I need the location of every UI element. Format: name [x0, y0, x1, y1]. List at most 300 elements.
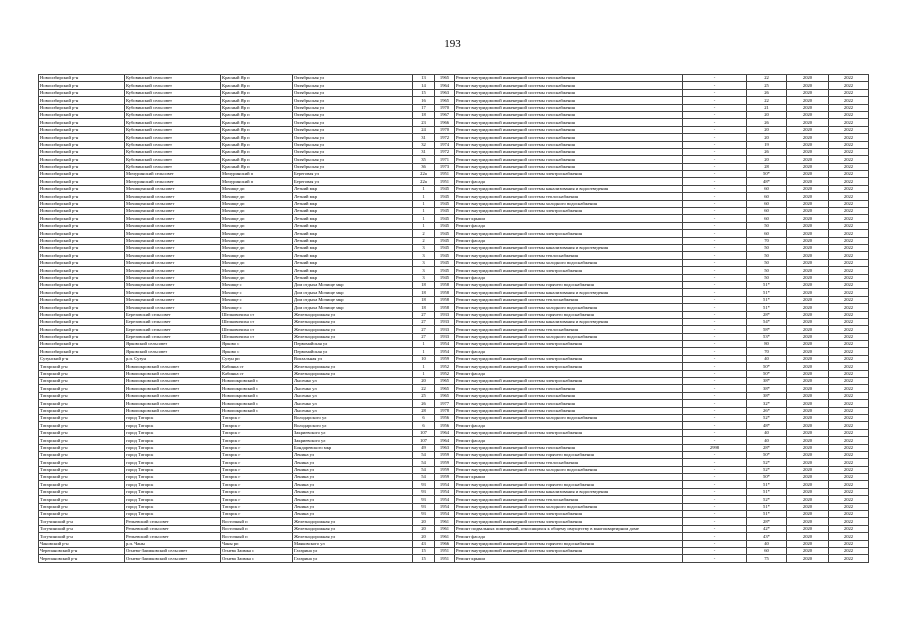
value-cell: 51* — [747, 481, 787, 488]
locality-cell: Мочище дп — [221, 237, 293, 244]
street-cell: Лысенко ул — [293, 378, 413, 385]
district-cell: Татарский р-н — [39, 481, 125, 488]
start-year-cell: 2020 — [787, 230, 829, 237]
street-cell: Вокзальная ул — [293, 355, 413, 362]
cost-cell: - — [683, 148, 747, 155]
build-year-cell: 1945 — [435, 252, 455, 259]
locality-cell: Татарск г — [221, 459, 293, 466]
street-cell: Октябрьская ул — [293, 126, 413, 133]
cost-cell: - — [683, 134, 747, 141]
work-type-cell: Ремонт внутридомовой инженерной системы канализования и водоотведения — [455, 289, 683, 296]
table-row — [39, 318, 869, 325]
start-year-cell: 2020 — [787, 126, 829, 133]
street-cell: Октябрьская ул — [293, 141, 413, 148]
build-year-cell: 1965 — [435, 75, 455, 82]
end-year-cell: 2022 — [829, 259, 869, 266]
value-cell: 51* — [747, 511, 787, 518]
end-year-cell: 2022 — [829, 230, 869, 237]
locality-cell: Чаны рп — [221, 540, 293, 547]
house-number-cell: 13 — [413, 75, 435, 82]
build-year-cell: 1945 — [435, 244, 455, 251]
work-type-cell: Ремонт внутридомовой инженерной системы газоснабжения — [455, 82, 683, 89]
start-year-cell: 2020 — [787, 414, 829, 421]
locality-cell: Красный Яр п — [221, 156, 293, 163]
cost-cell: - — [683, 333, 747, 340]
work-type-cell: Ремонт фасада — [455, 533, 683, 540]
start-year-cell: 2020 — [787, 156, 829, 163]
locality-cell: Мочище дп — [221, 200, 293, 207]
cost-cell: - — [683, 244, 747, 251]
build-year-cell: 1952 — [435, 363, 455, 370]
end-year-cell: 2022 — [829, 318, 869, 325]
build-year-cell: 1967 — [435, 111, 455, 118]
start-year-cell: 2020 — [787, 104, 829, 111]
table-row — [39, 200, 869, 207]
value-cell: 51* — [747, 289, 787, 296]
municipality-cell: Огнево-Заимковский сельсовет — [125, 548, 221, 555]
table-row — [39, 259, 869, 266]
municipality-cell: Мичуринский сельсовет — [125, 178, 221, 185]
street-cell: Ленина ул — [293, 459, 413, 466]
locality-cell: Ярково с — [221, 348, 293, 355]
district-cell: Новосибирский р-н — [39, 289, 125, 296]
municipality-cell: Кубовинский сельсовет — [125, 104, 221, 111]
table-row — [39, 111, 869, 118]
street-cell: Летний мкр — [293, 185, 413, 192]
value-cell: 51* — [747, 281, 787, 288]
end-year-cell: 2022 — [829, 518, 869, 525]
build-year-cell: 1951 — [435, 178, 455, 185]
house-number-cell: 107 — [413, 429, 435, 436]
locality-cell: Татарск г — [221, 466, 293, 473]
municipality-cell: Ярковский сельсовет — [125, 348, 221, 355]
work-type-cell: Ремонт внутридомовой инженерной системы электроснабжения — [455, 518, 683, 525]
municipality-cell: Кубовинский сельсовет — [125, 111, 221, 118]
start-year-cell: 2020 — [787, 134, 829, 141]
value-cell: 25 — [747, 82, 787, 89]
start-year-cell: 2020 — [787, 244, 829, 251]
build-year-cell: 1945 — [435, 222, 455, 229]
street-cell: Ленина ул — [293, 503, 413, 510]
municipality-cell: Кубовинский сельсовет — [125, 75, 221, 82]
end-year-cell: 2022 — [829, 422, 869, 429]
end-year-cell: 2022 — [829, 244, 869, 251]
cost-cell: - — [683, 111, 747, 118]
locality-cell: Шелковичиха ст — [221, 326, 293, 333]
table-row — [39, 193, 869, 200]
start-year-cell: 2020 — [787, 444, 829, 451]
cost-cell: - — [683, 156, 747, 163]
street-cell: Железнодорожная ул — [293, 518, 413, 525]
start-year-cell: 2020 — [787, 274, 829, 281]
locality-cell: Красный Яр п — [221, 126, 293, 133]
value-cell: 50 — [747, 244, 787, 251]
start-year-cell: 2020 — [787, 141, 829, 148]
municipality-cell: город Татарск — [125, 422, 221, 429]
street-cell: Закриевского ул — [293, 437, 413, 444]
build-year-cell: 1959 — [435, 459, 455, 466]
district-cell: Черепановский р-н — [39, 548, 125, 555]
end-year-cell: 2022 — [829, 533, 869, 540]
value-cell: 26 — [747, 148, 787, 155]
table-row — [39, 533, 869, 540]
start-year-cell: 2020 — [787, 540, 829, 547]
locality-cell: Мичуринский п — [221, 171, 293, 178]
start-year-cell: 2020 — [787, 496, 829, 503]
work-type-cell: Ремонт внутридомовой инженерной системы канализования и водоотведения — [455, 244, 683, 251]
district-cell: Новосибирский р-н — [39, 244, 125, 251]
house-number-cell: 1 — [413, 370, 435, 377]
table-row — [39, 289, 869, 296]
start-year-cell: 2020 — [787, 451, 829, 458]
house-number-cell: 20 — [413, 533, 435, 540]
cost-cell: - — [683, 355, 747, 362]
end-year-cell: 2022 — [829, 548, 869, 555]
value-cell: 52* — [747, 459, 787, 466]
district-cell: Новосибирский р-н — [39, 311, 125, 318]
street-cell: Летний мкр — [293, 252, 413, 259]
work-type-cell: Ремонт внутридомовой инженерной системы канализования и водоотведения — [455, 185, 683, 192]
build-year-cell: 1965 — [435, 392, 455, 399]
municipality-cell: Новопокровский сельсовет — [125, 407, 221, 414]
build-year-cell: 1972 — [435, 134, 455, 141]
district-cell: Татарский р-н — [39, 363, 125, 370]
street-cell: Ленина ул — [293, 496, 413, 503]
district-cell: Тогучинский р-н — [39, 533, 125, 540]
cost-cell: - — [683, 466, 747, 473]
house-number-cell: 18 — [413, 281, 435, 288]
cost-cell: - — [683, 75, 747, 82]
street-cell: Закриевского ул — [293, 429, 413, 436]
municipality-cell: Кубовинский сельсовет — [125, 134, 221, 141]
table-row — [39, 422, 869, 429]
locality-cell: Татарск г — [221, 488, 293, 495]
end-year-cell: 2022 — [829, 193, 869, 200]
municipality-cell: город Татарск — [125, 511, 221, 518]
value-cell: 52* — [747, 414, 787, 421]
house-number-cell: 31 — [413, 134, 435, 141]
municipality-cell: Мочищенский сельсовет — [125, 274, 221, 281]
house-number-cell: 27 — [413, 318, 435, 325]
locality-cell: Шелковичиха ст — [221, 318, 293, 325]
district-cell: Новосибирский р-н — [39, 318, 125, 325]
house-number-cell: 1 — [413, 208, 435, 215]
end-year-cell: 2022 — [829, 414, 869, 421]
value-cell: 48* — [747, 422, 787, 429]
house-number-cell: 93 — [413, 496, 435, 503]
work-type-cell: Ремонт внутридомовой инженерной системы холодного водоснабжения — [455, 259, 683, 266]
end-year-cell: 2022 — [829, 459, 869, 466]
cost-cell: - — [683, 348, 747, 355]
build-year-cell: 1933 — [435, 333, 455, 340]
district-cell: Татарский р-н — [39, 385, 125, 392]
value-cell: 53* — [747, 333, 787, 340]
municipality-cell: город Татарск — [125, 451, 221, 458]
cost-cell: - — [683, 97, 747, 104]
house-number-cell: 3 — [413, 274, 435, 281]
district-cell: Новосибирский р-н — [39, 89, 125, 96]
district-cell: Татарский р-н — [39, 496, 125, 503]
locality-cell: Мочище с — [221, 296, 293, 303]
locality-cell: Новопокровский с — [221, 407, 293, 414]
build-year-cell: 1973 — [435, 163, 455, 170]
locality-cell: Мочище дп — [221, 222, 293, 229]
street-cell: Железнодорожная ул — [293, 333, 413, 340]
cost-cell: - — [683, 555, 747, 562]
district-cell: Новосибирский р-н — [39, 82, 125, 89]
house-number-cell: 1 — [413, 185, 435, 192]
value-cell: 26 — [747, 119, 787, 126]
end-year-cell: 2022 — [829, 511, 869, 518]
municipality-cell: город Татарск — [125, 414, 221, 421]
municipality-cell: Мочищенский сельсовет — [125, 252, 221, 259]
start-year-cell: 2020 — [787, 148, 829, 155]
build-year-cell: 1954 — [435, 503, 455, 510]
build-year-cell: 1971 — [435, 156, 455, 163]
start-year-cell: 2020 — [787, 163, 829, 170]
work-type-cell: Ремонт внутридомовой инженерной системы электроснабжения — [455, 208, 683, 215]
cost-cell: - — [683, 363, 747, 370]
table-row — [39, 163, 869, 170]
end-year-cell: 2022 — [829, 267, 869, 274]
end-year-cell: 2022 — [829, 208, 869, 215]
municipality-cell: город Татарск — [125, 496, 221, 503]
cost-cell: - — [683, 104, 747, 111]
district-cell: Новосибирский р-н — [39, 97, 125, 104]
street-cell: Октябрьская ул — [293, 82, 413, 89]
street-cell: Летний мкр — [293, 274, 413, 281]
cost-cell: - — [683, 518, 747, 525]
municipality-cell: Огнево-Заимковский сельсовет — [125, 555, 221, 562]
district-cell: Татарский р-н — [39, 414, 125, 421]
cost-cell: - — [683, 540, 747, 547]
street-cell: Железнодорожная ул — [293, 318, 413, 325]
house-number-cell: 18 — [413, 289, 435, 296]
locality-cell: Мочище дп — [221, 185, 293, 192]
work-type-cell: Ремонт внутридомовой инженерной системы теплоснабжения — [455, 296, 683, 303]
house-number-cell: 15 — [413, 555, 435, 562]
work-type-cell: Ремонт внутридомовой инженерной системы холодного водоснабжения — [455, 200, 683, 207]
work-type-cell: Ремонт крыши — [455, 555, 683, 562]
table-row — [39, 496, 869, 503]
street-cell: Летний мкр — [293, 208, 413, 215]
value-cell: 50* — [747, 474, 787, 481]
build-year-cell: 1945 — [435, 274, 455, 281]
value-cell: 20 — [747, 134, 787, 141]
cost-cell: - — [683, 215, 747, 222]
district-cell: Новосибирский р-н — [39, 296, 125, 303]
locality-cell: Мочище дп — [221, 274, 293, 281]
table-row — [39, 341, 869, 348]
start-year-cell: 2020 — [787, 97, 829, 104]
municipality-cell: Кубовинский сельсовет — [125, 156, 221, 163]
municipality-cell: Мичуринский сельсовет — [125, 171, 221, 178]
district-cell: Новосибирский р-н — [39, 163, 125, 170]
work-type-cell: Ремонт внутридомовой инженерной системы электроснабжения — [455, 378, 683, 385]
build-year-cell: 1963 — [435, 444, 455, 451]
work-type-cell: Ремонт внутридомовой инженерной системы холодного водоснабжения — [455, 503, 683, 510]
end-year-cell: 2022 — [829, 89, 869, 96]
build-year-cell: 1961 — [435, 525, 455, 532]
cost-cell: - — [683, 496, 747, 503]
cost-cell: - — [683, 163, 747, 170]
house-number-cell: 2 — [413, 237, 435, 244]
district-cell: Новосибирский р-н — [39, 267, 125, 274]
house-number-cell: 17 — [413, 104, 435, 111]
start-year-cell: 2020 — [787, 200, 829, 207]
district-cell: Татарский р-н — [39, 459, 125, 466]
cost-cell: - — [683, 318, 747, 325]
end-year-cell: 2022 — [829, 444, 869, 451]
end-year-cell: 2022 — [829, 281, 869, 288]
house-number-cell: 24 — [413, 126, 435, 133]
table-row — [39, 474, 869, 481]
municipality-cell: Мочищенский сельсовет — [125, 267, 221, 274]
municipality-cell: Мочищенский сельсовет — [125, 237, 221, 244]
locality-cell: Новопокровский с — [221, 400, 293, 407]
value-cell: 50 — [747, 259, 787, 266]
capital-repair-table — [38, 74, 869, 563]
district-cell: Тогучинский р-н — [39, 525, 125, 532]
work-type-cell: Ремонт внутридомовой инженерной системы газоснабжения — [455, 156, 683, 163]
locality-cell: Красный Яр п — [221, 111, 293, 118]
start-year-cell: 2020 — [787, 215, 829, 222]
locality-cell: Восточный п — [221, 533, 293, 540]
start-year-cell: 2020 — [787, 525, 829, 532]
cost-cell: - — [683, 311, 747, 318]
table-row — [39, 466, 869, 473]
street-cell: Железнодорожная ул — [293, 525, 413, 532]
value-cell: 28* — [747, 518, 787, 525]
end-year-cell: 2022 — [829, 289, 869, 296]
table-row — [39, 525, 869, 532]
locality-cell: Сузун рп — [221, 355, 293, 362]
street-cell: Ленина ул — [293, 451, 413, 458]
cost-cell: - — [683, 193, 747, 200]
value-cell: 21 — [747, 104, 787, 111]
table-row — [39, 134, 869, 141]
build-year-cell: 1966 — [435, 119, 455, 126]
build-year-cell: 1954 — [435, 341, 455, 348]
value-cell: 58* — [747, 326, 787, 333]
build-year-cell: 1958 — [435, 296, 455, 303]
locality-cell: Новопокровский с — [221, 378, 293, 385]
value-cell: 50* — [747, 171, 787, 178]
house-number-cell: 1 — [413, 341, 435, 348]
district-cell: Сузунский р-н — [39, 355, 125, 362]
house-number-cell: 3 — [413, 259, 435, 266]
district-cell: Новосибирский р-н — [39, 200, 125, 207]
table-row — [39, 555, 869, 562]
house-number-cell: 18 — [413, 296, 435, 303]
value-cell: 70 — [747, 237, 787, 244]
start-year-cell: 2020 — [787, 348, 829, 355]
district-cell: Татарский р-н — [39, 511, 125, 518]
cost-cell: - — [683, 171, 747, 178]
work-type-cell: Ремонт фасада — [455, 422, 683, 429]
street-cell: Октябрьская ул — [293, 156, 413, 163]
value-cell: 52* — [747, 496, 787, 503]
table-row — [39, 230, 869, 237]
value-cell: 28* — [747, 311, 787, 318]
house-number-cell: 27 — [413, 326, 435, 333]
municipality-cell: Репьевский сельсовет — [125, 533, 221, 540]
cost-cell: - — [683, 304, 747, 311]
municipality-cell: Мочищенский сельсовет — [125, 244, 221, 251]
value-cell: 60 — [747, 230, 787, 237]
end-year-cell: 2022 — [829, 185, 869, 192]
district-cell: Новосибирский р-н — [39, 119, 125, 126]
district-cell: Новосибирский р-н — [39, 178, 125, 185]
street-cell: Гагарина ул — [293, 548, 413, 555]
district-cell: Новосибирский р-н — [39, 348, 125, 355]
end-year-cell: 2022 — [829, 126, 869, 133]
cost-cell: - — [683, 208, 747, 215]
build-year-cell: 1959 — [435, 474, 455, 481]
municipality-cell: Репьевский сельсовет — [125, 518, 221, 525]
table-row — [39, 385, 869, 392]
cost-cell: - — [683, 178, 747, 185]
house-number-cell: 25 — [413, 392, 435, 399]
work-type-cell: Ремонт крыши — [455, 215, 683, 222]
end-year-cell: 2022 — [829, 111, 869, 118]
house-number-cell: 1 — [413, 193, 435, 200]
municipality-cell: Ярковский сельсовет — [125, 341, 221, 348]
end-year-cell: 2022 — [829, 134, 869, 141]
locality-cell: Мочище дп — [221, 208, 293, 215]
start-year-cell: 2020 — [787, 488, 829, 495]
street-cell: Октябрьская ул — [293, 97, 413, 104]
locality-cell: Красный Яр п — [221, 141, 293, 148]
house-number-cell: 15 — [413, 548, 435, 555]
district-cell: Черепановский р-н — [39, 555, 125, 562]
work-type-cell: Ремонт внутридомовой инженерной системы горячего водоснабжения — [455, 281, 683, 288]
work-type-cell: Ремонт внутридомовой инженерной системы горячего водоснабжения — [455, 451, 683, 458]
start-year-cell: 2020 — [787, 185, 829, 192]
start-year-cell: 2020 — [787, 178, 829, 185]
table-row — [39, 355, 869, 362]
house-number-cell: 54 — [413, 474, 435, 481]
end-year-cell: 2022 — [829, 355, 869, 362]
build-year-cell: 1954 — [435, 496, 455, 503]
end-year-cell: 2022 — [829, 555, 869, 562]
locality-cell: Мичуринский п — [221, 178, 293, 185]
table-row — [39, 119, 869, 126]
start-year-cell: 2020 — [787, 237, 829, 244]
cost-cell: - — [683, 230, 747, 237]
street-cell: Маяковского ул — [293, 540, 413, 547]
cost-cell: - — [683, 422, 747, 429]
cost-cell: - — [683, 89, 747, 96]
end-year-cell: 2022 — [829, 466, 869, 473]
street-cell: Береговая ул — [293, 178, 413, 185]
district-cell: Татарский р-н — [39, 444, 125, 451]
street-cell: Октябрьская ул — [293, 89, 413, 96]
end-year-cell: 2022 — [829, 156, 869, 163]
house-number-cell: 93 — [413, 488, 435, 495]
start-year-cell: 2020 — [787, 407, 829, 414]
street-cell: Железнодорожная ул — [293, 363, 413, 370]
street-cell: Бондаревского мкр — [293, 444, 413, 451]
end-year-cell: 2022 — [829, 400, 869, 407]
value-cell: 70 — [747, 348, 787, 355]
municipality-cell: Мочищенский сельсовет — [125, 200, 221, 207]
locality-cell: Мочище дп — [221, 267, 293, 274]
table-row — [39, 222, 869, 229]
municipality-cell: Новопокровский сельсовет — [125, 385, 221, 392]
build-year-cell: 1965 — [435, 378, 455, 385]
start-year-cell: 2020 — [787, 289, 829, 296]
